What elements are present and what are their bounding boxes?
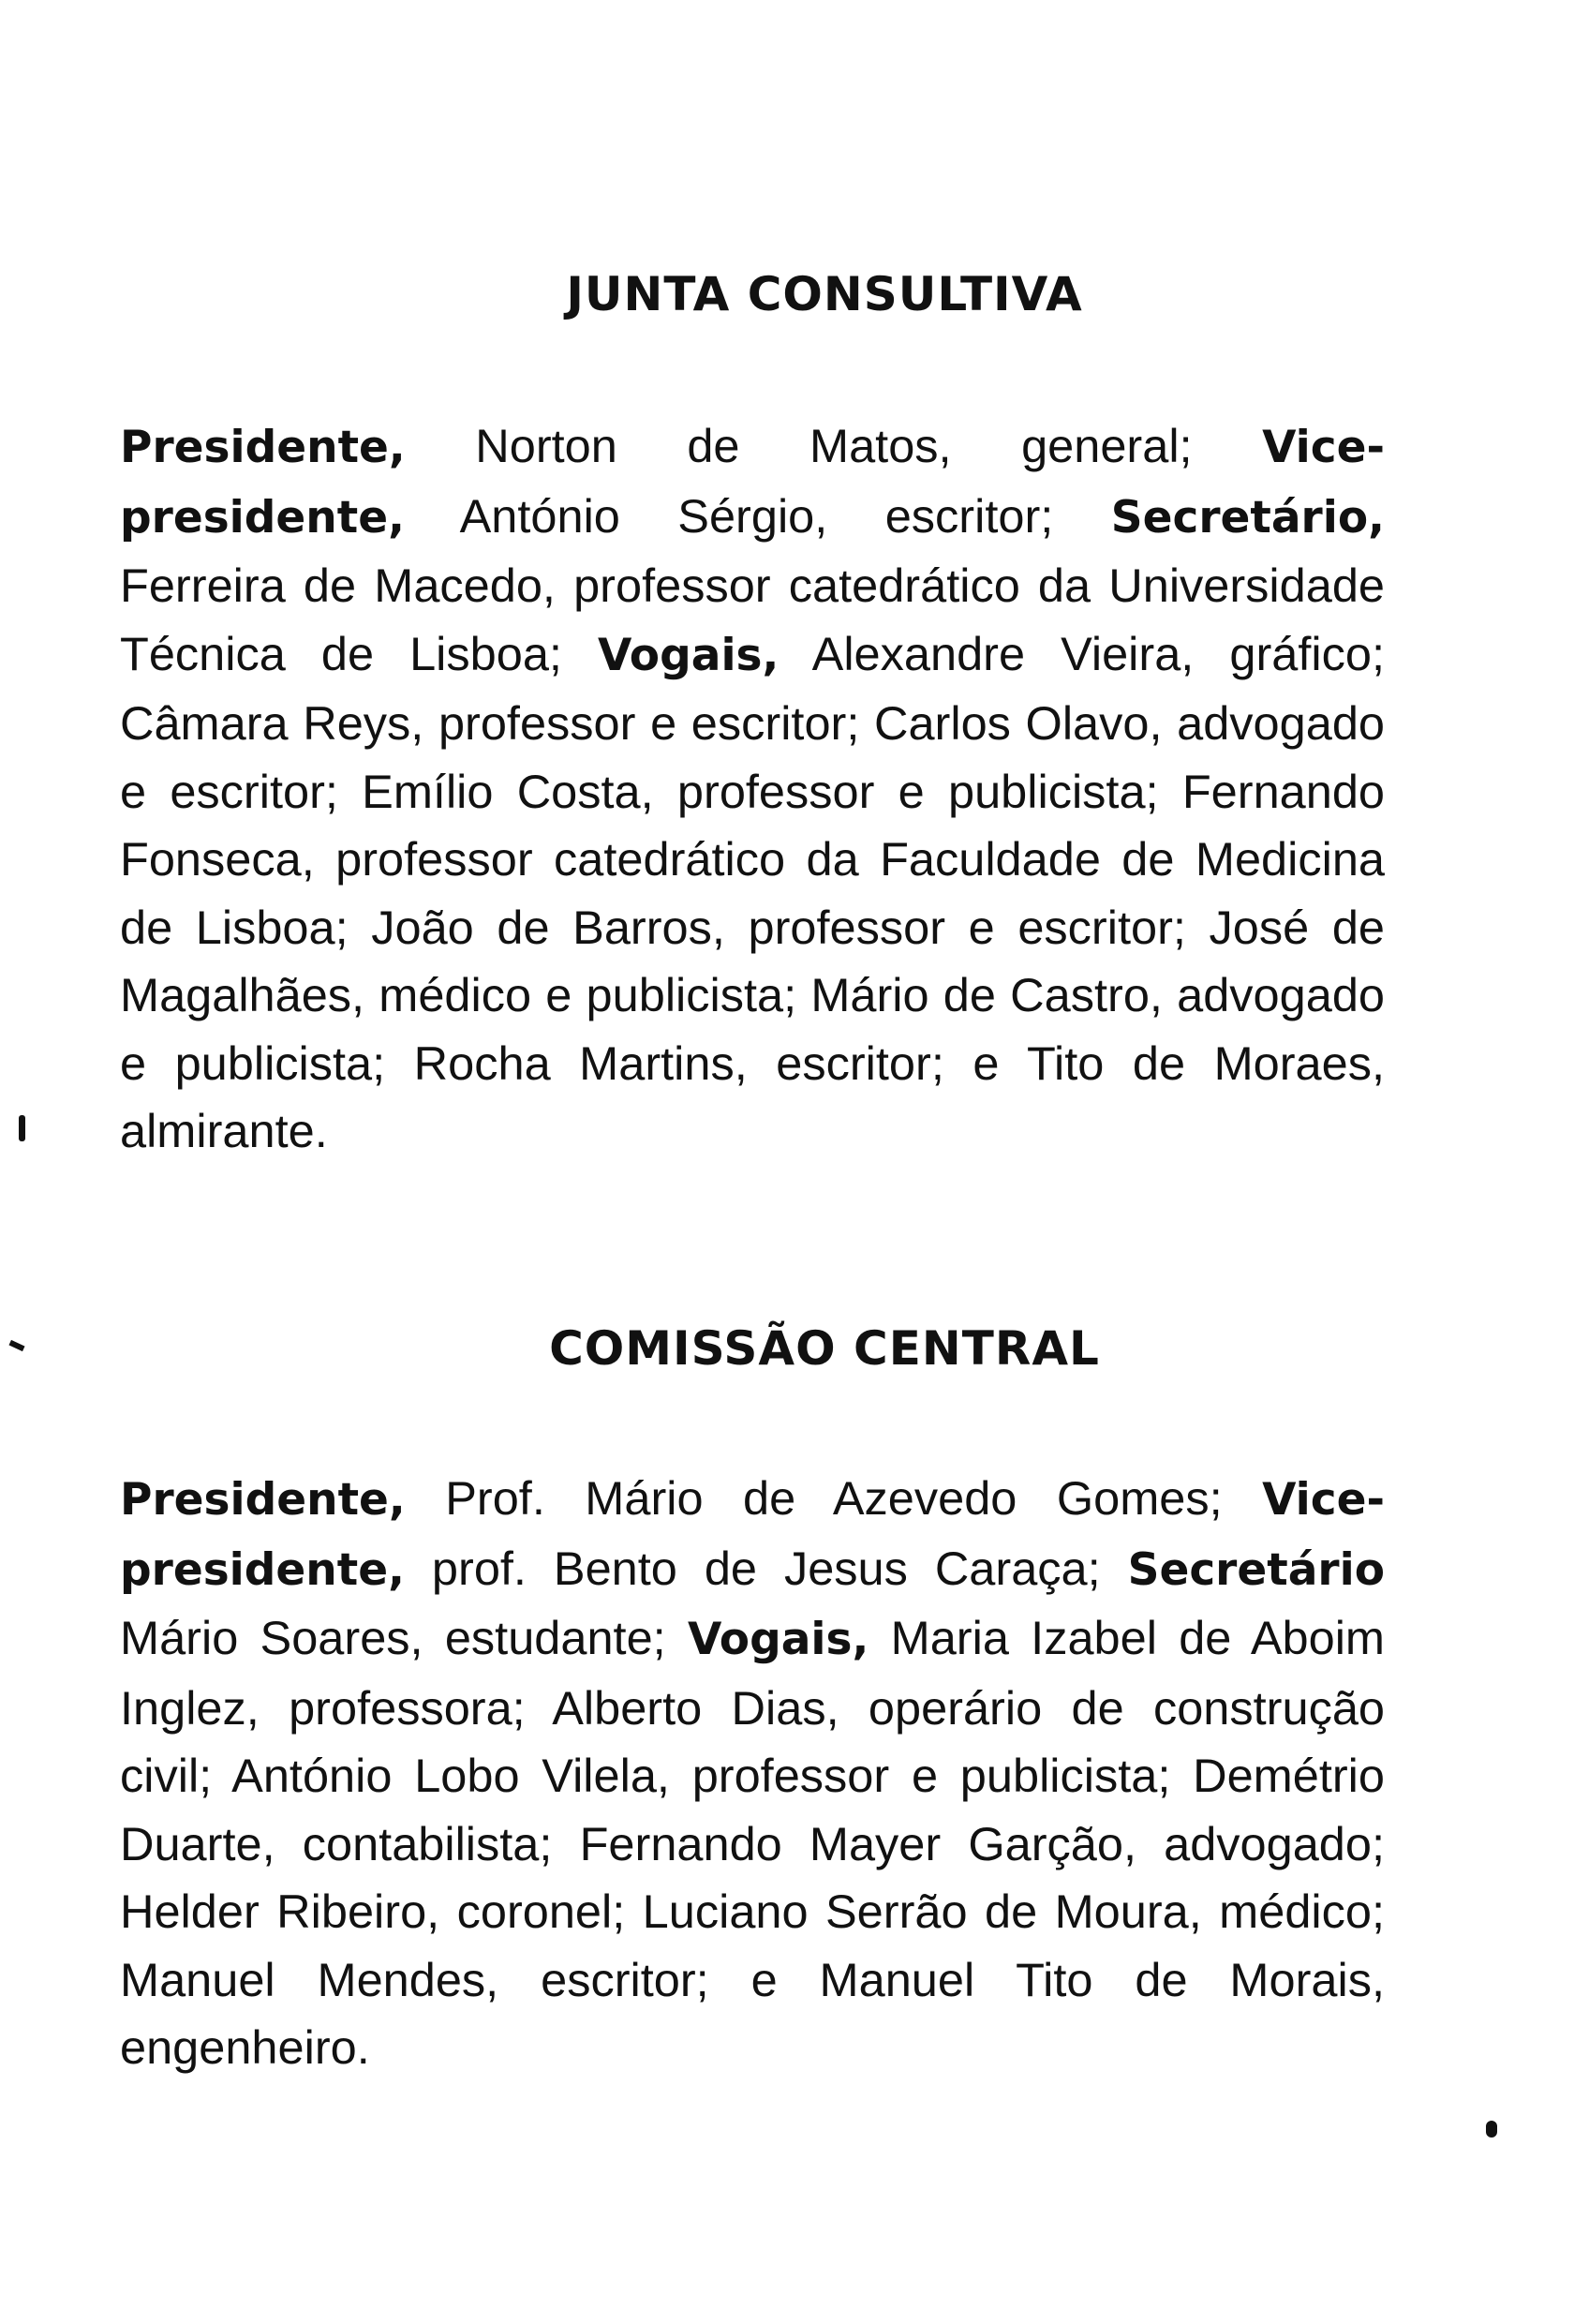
role-label: Vice-presidente, [120,422,1385,544]
member-text: Ferreira de Macedo, professor catedrático da Universidade Técnica de Lisboa; [120,559,1385,680]
role-label: Presidente, [120,422,406,473]
member-text: Prof. Mário de Azevedo Gomes; [405,1471,1263,1525]
role-label: Vogais, [687,1614,869,1665]
role-label: Vice-presidente, [120,1474,1385,1596]
comissao-central-members [120,1465,1385,2082]
member-text: Mário Soares, estudante; [120,1611,688,1664]
role-label: Secretário, [1110,491,1385,544]
role-label: Secretário [1127,1543,1385,1596]
member-text: Alexandre Vieira, gráfico; Câmara Reys, professor e escritor; Carlos Olavo, advogado e escritor; Emílio Costa, professor e publicista; Fernando Fonseca, professor catedrático da Faculdade de Medicina de Lisboa; João de Barros, professor e escritor; José de Magalhães, médico e publicista; Mário de Castro, advogado e publicista; Rocha Martins, escritor; e Tito de Moraes, almirante. [120,626,1385,1157]
ink-speck [8,1340,24,1351]
role-label: Vogais, [597,629,780,681]
section-title-junta-consultiva: JUNTA CONSULTIVA [566,267,1083,321]
member-text: prof. Bento de Jesus Caraça; [404,1541,1128,1595]
member-text: Maria Izabel de Aboim Inglez, professora; Alberto Dias, operário de construção civil; António Lobo Vilela, professor e publicista; Demétrio Duarte, contabilista; Fernando Mayer Garção, advogado; Helder Ribeiro, coronel; Luciano Serrão de Moura, médico; Manuel Mendes, escritor; e Manuel Tito de Morais, engenheiro. [120,1611,1385,2074]
section-title-comissao-central: COMISSÃO CENTRAL [549,1321,1100,1376]
junta-consultiva-members [120,412,1385,1166]
ink-speck [1486,2121,1497,2138]
member-text: Norton de Matos, general; [405,419,1263,472]
member-text: António Sérgio, escritor; [404,488,1111,543]
ink-speck [19,1115,25,1141]
role-label: Presidente, [120,1474,406,1526]
